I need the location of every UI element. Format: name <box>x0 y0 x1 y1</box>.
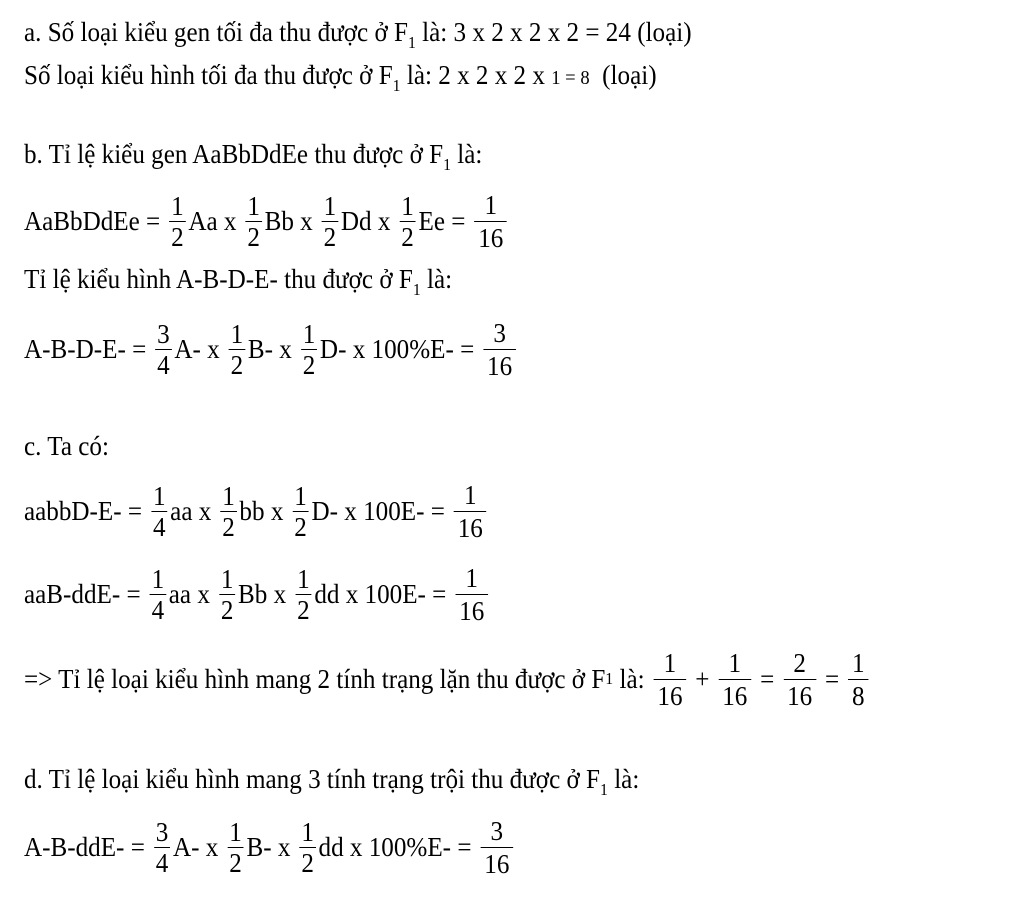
small-text: 1 = 8 <box>551 67 590 89</box>
term: A- x <box>172 831 225 862</box>
fraction <box>322 191 338 252</box>
denominator: 16 <box>459 595 485 626</box>
numerator: 1 <box>851 647 865 678</box>
subscript: 1 <box>392 76 401 95</box>
text: Tỉ lệ kiểu hình A-B-D-E- thu được ở F <box>24 264 413 294</box>
part-a-genotype-count <box>24 16 692 52</box>
term: Aa x <box>188 205 243 236</box>
denominator: 16 <box>787 680 813 711</box>
denominator: 16 <box>722 680 748 711</box>
numerator: 1 <box>229 816 242 847</box>
result-fraction <box>483 317 516 382</box>
operator: = <box>818 663 846 694</box>
numerator: 3 <box>490 815 504 846</box>
part-c-conclusion: => Tỉ lệ loại kiểu hình mang 2 tính trạng lặn thu được ở F 1 là: $\frac{1}{16}$ + $\frac{1}{16}$ = $\frac{2}{16}$ = $\frac{1}{8}$ <box>24 637 871 721</box>
text: là: 3 x 2 x 2 x 2 = 24 (loại) <box>415 17 692 47</box>
text: Số loại kiểu hình tối đa thu được ở F <box>24 60 393 90</box>
result-fraction <box>454 479 487 544</box>
denominator: 4 <box>152 511 166 542</box>
numerator: 3 <box>155 816 169 847</box>
equation-lhs: A-B-D-E- = <box>24 333 153 364</box>
part-a-phenotype-count <box>24 59 657 94</box>
denominator: 2 <box>294 511 307 542</box>
numerator: 1 <box>151 563 165 594</box>
fraction <box>155 319 171 380</box>
numerator: 1 <box>401 190 414 221</box>
fraction <box>219 564 235 625</box>
operator: = <box>753 663 781 694</box>
numerator: 1 <box>222 480 235 511</box>
denominator: 16 <box>657 680 683 711</box>
text: là: <box>420 264 453 294</box>
result-fraction <box>481 815 514 880</box>
denominator: 2 <box>222 511 235 542</box>
text: là: 2 x 2 x 2 x <box>400 60 552 90</box>
numerator: 1 <box>323 190 337 221</box>
text: là: <box>613 663 651 694</box>
denominator: 2 <box>297 594 310 625</box>
equation-lhs: aaB-ddE- = <box>24 578 147 609</box>
denominator: 16 <box>484 848 510 879</box>
term: D- x 100E- = <box>311 495 452 526</box>
term: D- x 100%E- = <box>319 333 481 364</box>
fraction <box>154 817 170 878</box>
denominator: 2 <box>229 847 242 878</box>
fraction <box>783 647 816 712</box>
term: Ee = <box>418 205 472 236</box>
denominator: 2 <box>401 221 414 252</box>
numerator: 1 <box>484 189 498 220</box>
part-c-equation-1 <box>24 470 489 552</box>
text: d. Tỉ lệ loại kiểu hình mang 3 tính trạng trội thu được ở F <box>24 764 601 794</box>
term: bb x <box>239 495 290 526</box>
numerator: 1 <box>152 480 166 511</box>
term: dd x 100%E- = <box>318 831 478 862</box>
numerator: 1 <box>728 647 742 678</box>
denominator: 2 <box>323 221 337 252</box>
subscript: 1 <box>443 155 452 174</box>
fraction <box>292 481 308 542</box>
equation-lhs: aabbD-E- = <box>24 495 149 526</box>
fraction <box>229 319 245 380</box>
fraction <box>150 564 166 625</box>
part-d-equation <box>24 805 516 889</box>
numerator: 1 <box>301 816 314 847</box>
denominator: 2 <box>247 221 260 252</box>
numerator: 3 <box>157 318 170 349</box>
text: là: <box>607 764 640 794</box>
fraction <box>299 817 315 878</box>
denominator: 4 <box>157 349 170 380</box>
fraction <box>169 191 185 252</box>
numerator: 1 <box>171 190 184 221</box>
denominator: 16 <box>457 512 483 543</box>
numerator: 2 <box>793 647 806 678</box>
term: Bb x <box>264 205 319 236</box>
denominator: 16 <box>487 350 513 381</box>
equation-lhs: AaBbDdEe = <box>24 205 167 236</box>
subscript: 1 <box>600 780 608 799</box>
numerator: 1 <box>247 190 260 221</box>
denominator: 8 <box>851 680 865 711</box>
numerator: 1 <box>294 480 307 511</box>
numerator: 1 <box>663 647 677 678</box>
part-b-heading <box>24 138 483 174</box>
term: Dd x <box>340 205 397 236</box>
numerator: 1 <box>302 318 316 349</box>
text: a. Số loại kiểu gen tối đa thu được ở F <box>24 17 408 47</box>
denominator: 4 <box>151 594 165 625</box>
result-fraction <box>455 562 488 627</box>
numerator: 1 <box>220 563 234 594</box>
subscript: 1 <box>412 280 421 299</box>
term: aa x <box>170 495 218 526</box>
fraction <box>301 319 317 380</box>
fraction <box>719 647 752 712</box>
fraction <box>295 564 311 625</box>
denominator: 2 <box>302 349 316 380</box>
result-fraction <box>848 647 868 712</box>
fraction <box>246 191 262 252</box>
fraction <box>654 647 687 712</box>
term: Bb x <box>238 578 293 609</box>
part-c-equation-2 <box>24 553 491 635</box>
denominator: 2 <box>171 221 184 252</box>
result-fraction <box>475 189 508 254</box>
fraction <box>399 191 415 252</box>
text: b. Tỉ lệ kiểu gen AaBbDdEe thu được ở F <box>24 139 444 169</box>
numerator: 1 <box>465 562 478 593</box>
term: B- x <box>247 333 299 364</box>
term: dd x 100E- = <box>314 578 453 609</box>
term: A- x <box>174 333 226 364</box>
term: B- x <box>246 831 297 862</box>
denominator: 16 <box>478 222 504 253</box>
text: => Tỉ lệ loại kiểu hình mang 2 tính trạng lặn thu được ở F <box>24 663 606 694</box>
numerator: 1 <box>230 318 244 349</box>
part-c-heading: c. Ta có: <box>24 431 109 461</box>
numerator: 1 <box>297 563 310 594</box>
numerator: 3 <box>493 317 506 348</box>
fraction <box>227 817 243 878</box>
fraction <box>220 481 236 542</box>
part-b-phenotype-equation <box>24 308 519 390</box>
denominator: 4 <box>155 847 169 878</box>
denominator: 2 <box>220 594 234 625</box>
denominator: 2 <box>230 349 244 380</box>
text: là: <box>451 139 483 169</box>
equation-lhs: A-B-ddE- = <box>24 831 152 862</box>
part-b-genotype-equation <box>24 180 510 262</box>
numerator: 1 <box>463 479 477 510</box>
operator: + <box>689 663 716 694</box>
subscript: 1 <box>407 33 416 52</box>
fraction <box>151 481 167 542</box>
part-b-phenotype-heading <box>24 263 453 299</box>
text: (loại) <box>589 60 657 90</box>
denominator: 2 <box>301 847 314 878</box>
term: aa x <box>168 578 217 609</box>
part-d-heading <box>24 763 640 799</box>
